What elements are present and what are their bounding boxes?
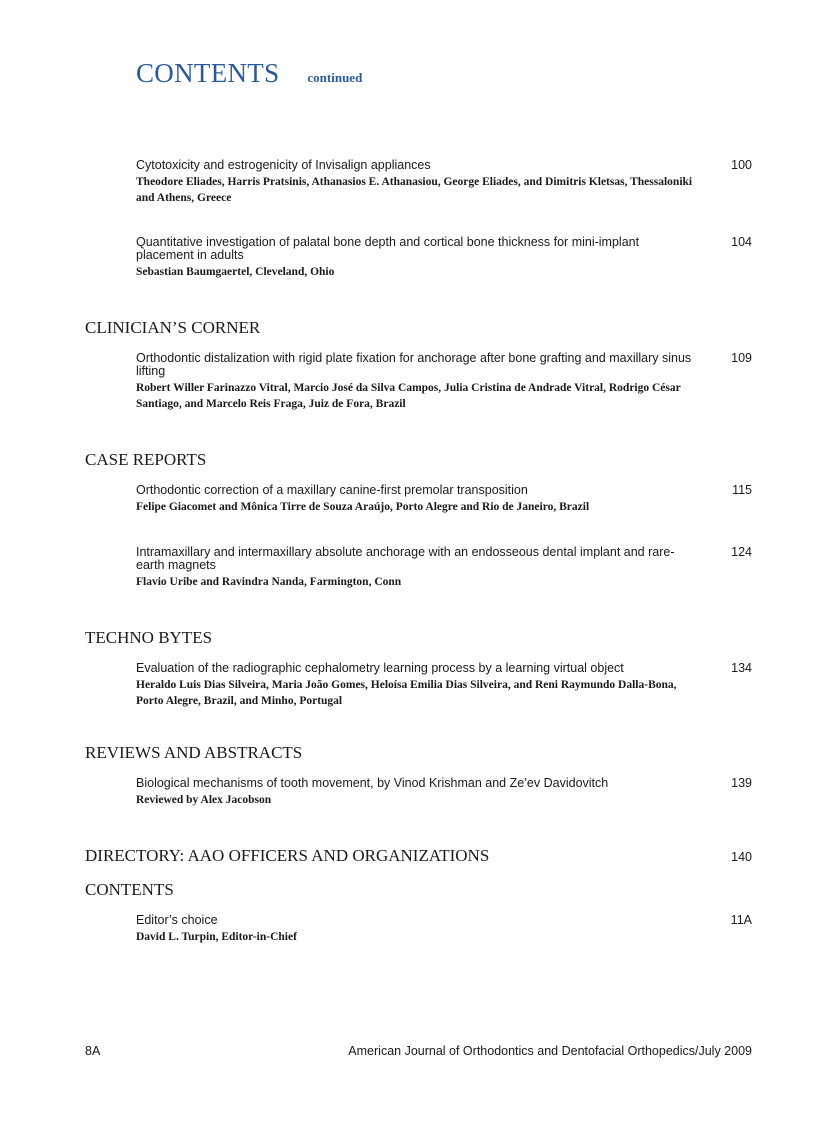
article-authors: Flavio Uribe and Ravindra Nanda, Farmington, Conn bbox=[136, 576, 402, 588]
page-number: 115 bbox=[732, 483, 752, 497]
article-authors: Robert Willer Farinazzo Vitral, Marcio José da Silva Campos, Julia Cristina de Andrade Vitral, Rodrigo César Santiago, and Marcelo Reis Fraga, Juiz de Fora, Brazil bbox=[136, 382, 681, 410]
page-title: CONTENTS bbox=[136, 58, 280, 88]
section-heading-contents: CONTENTS bbox=[85, 880, 174, 899]
article-title: Orthodontic correction of a maxillary canine-first premolar transposition bbox=[136, 483, 528, 497]
article-title: Intramaxillary and intermaxillary absolute anchorage with an endosseous dental implant and rare-earth magnets bbox=[136, 545, 675, 572]
toc-entry[interactable] bbox=[136, 352, 752, 412]
toc-entry[interactable] bbox=[136, 662, 752, 709]
toc-entry[interactable] bbox=[136, 159, 752, 206]
page-number: 100 bbox=[731, 158, 752, 172]
article-title: Evaluation of the radiographic cephalometry learning process by a learning virtual object bbox=[136, 661, 624, 675]
toc-entry[interactable] bbox=[136, 914, 752, 945]
page-number: 11A bbox=[730, 913, 752, 927]
article-authors: Reviewed by Alex Jacobson bbox=[136, 794, 272, 806]
section-heading-techno-bytes: TECHNO BYTES bbox=[85, 628, 213, 647]
toc-entry[interactable] bbox=[136, 236, 752, 280]
section-heading-clinicians-corner: CLINICIAN’S CORNER bbox=[85, 318, 261, 337]
footer-journal: American Journal of Orthodontics and Dentofacial Orthopedics/July 2009 bbox=[348, 1044, 752, 1058]
article-title: Quantitative investigation of palatal bone depth and cortical bone thickness for mini-implant placement in adults bbox=[136, 235, 640, 262]
section-heading-case-reports: CASE REPORTS bbox=[85, 450, 207, 469]
toc-entry[interactable] bbox=[136, 484, 752, 515]
article-authors: Sebastian Baumgaertel, Cleveland, Ohio bbox=[136, 266, 335, 278]
page-number: 124 bbox=[731, 545, 752, 559]
page-subtitle: continued bbox=[307, 70, 363, 85]
article-title: Biological mechanisms of tooth movement, by Vinod Krishman and Ze’ev Davidovitch bbox=[136, 776, 609, 790]
page-header bbox=[136, 58, 362, 89]
article-title: Editor’s choice bbox=[136, 913, 218, 927]
directory-page-number: 140 bbox=[731, 850, 752, 864]
page-number: 134 bbox=[731, 661, 752, 675]
article-authors: David L. Turpin, Editor-in-Chief bbox=[136, 931, 297, 943]
section-heading-reviews: REVIEWS AND ABSTRACTS bbox=[85, 743, 303, 762]
toc-entry[interactable] bbox=[136, 546, 752, 590]
page-number: 139 bbox=[731, 776, 752, 790]
article-authors: Felipe Giacomet and Mônica Tirre de Souza Araújo, Porto Alegre and Rio de Janeiro, Brazil bbox=[136, 501, 590, 513]
toc-entry[interactable] bbox=[136, 777, 752, 808]
article-title: Cytotoxicity and estrogenicity of Invisalign appliances bbox=[136, 158, 431, 172]
page-number: 109 bbox=[731, 351, 752, 365]
footer-page-label: 8A bbox=[85, 1044, 101, 1058]
page-number: 104 bbox=[731, 235, 752, 249]
article-authors: Theodore Eliades, Harris Pratsinis, Athanasios E. Athanasiou, George Eliades, and Dimitris Kletsas, Thessaloniki and Athens, Greece bbox=[136, 176, 693, 204]
article-title: Orthodontic distalization with rigid plate fixation for anchorage after bone grafting and maxillary sinus lifting bbox=[136, 351, 692, 378]
article-authors: Heraldo Luis Dias Silveira, Maria João Gomes, Heloísa Emilia Dias Silveira, and Reni Raymundo Dalla-Bona, Porto Alegre, Brazil, and Minho, Portugal bbox=[136, 679, 677, 707]
section-heading-directory[interactable]: DIRECTORY: AAO OFFICERS AND ORGANIZATIONS bbox=[85, 846, 490, 865]
